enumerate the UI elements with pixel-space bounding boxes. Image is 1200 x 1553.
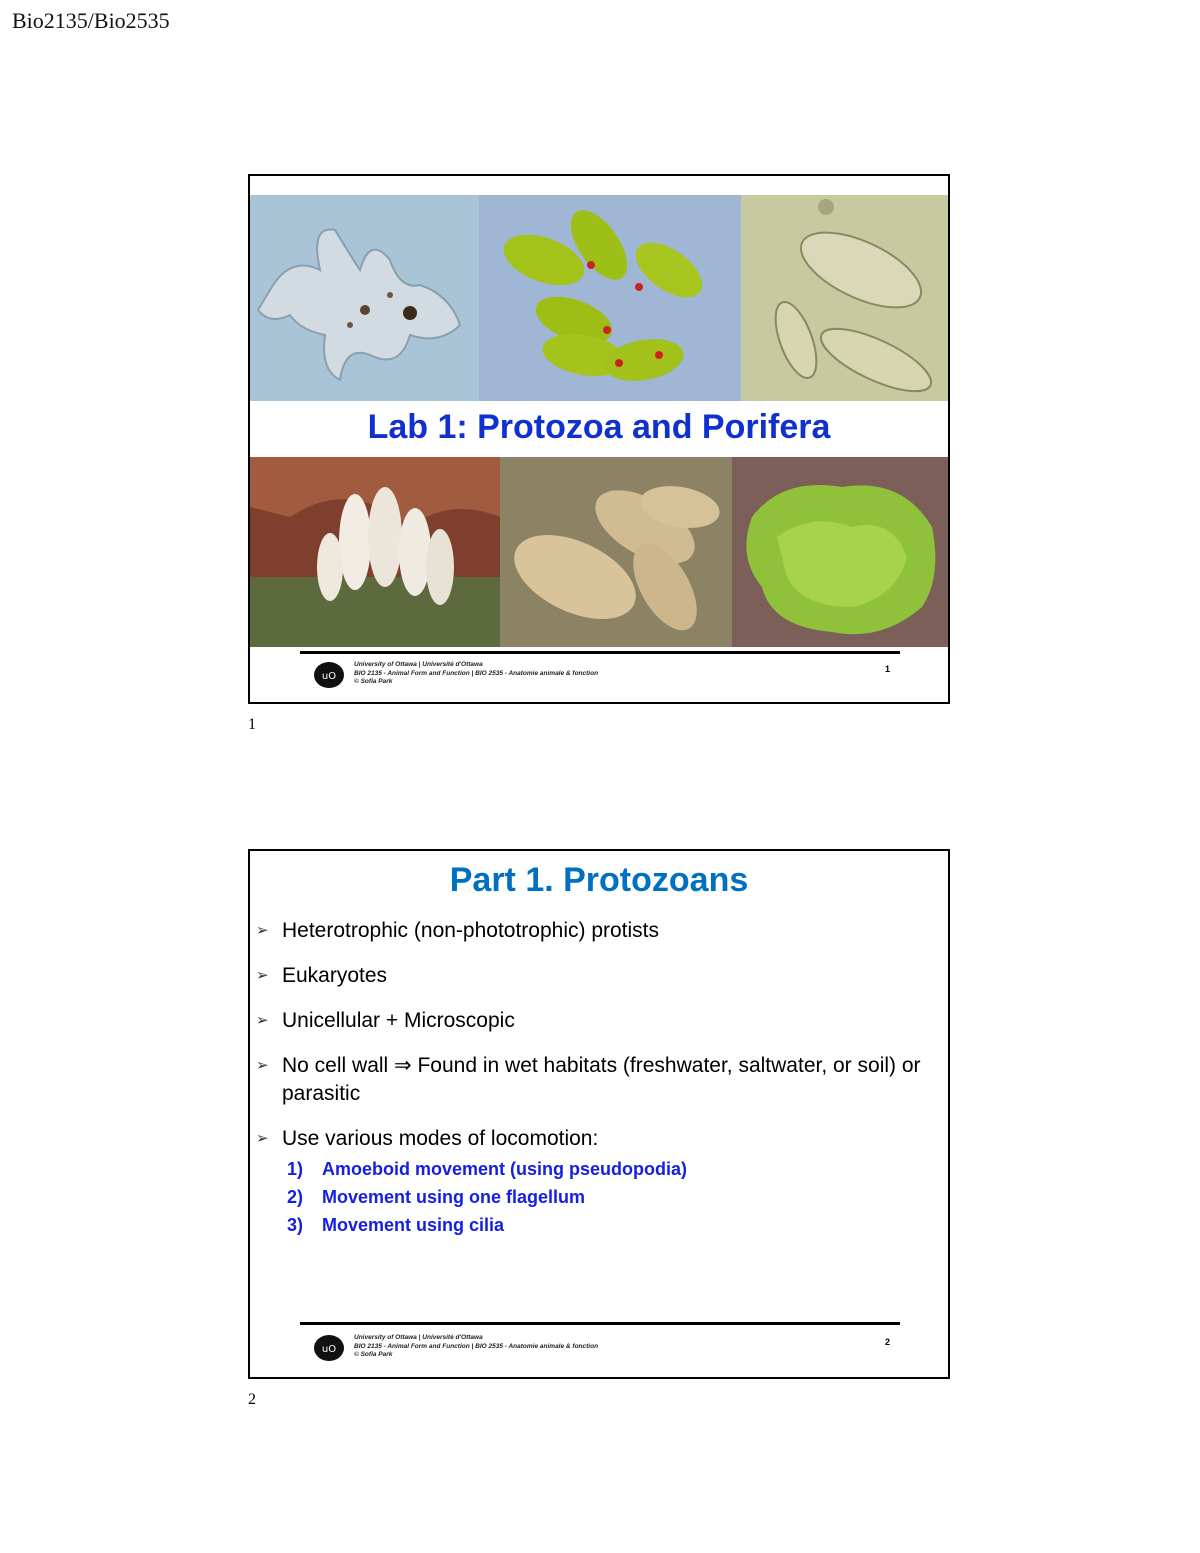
bullet-item: ➢ Eukaryotes: [256, 962, 938, 990]
footer-rule: [300, 1322, 900, 1325]
footer-rule: [300, 651, 900, 654]
bullet-item: ➢ No cell wall ⇒ Found in wet habitats (freshwater, saltwater, or soil) or parasitic: [256, 1054, 921, 1105]
slide-1: [248, 174, 950, 704]
footer-university: University of Ottawa | Université d'Ottawa: [354, 661, 483, 668]
page-number: 1: [248, 716, 256, 733]
locomotion-item: 3) Movement using cilia: [287, 1215, 505, 1235]
footer-copyright: © Sofia Park: [354, 1351, 393, 1358]
locomotion-list: [282, 1155, 938, 1239]
svg-text:uO: uO: [321, 1344, 337, 1355]
locomotion-item: 1) Amoeboid movement (using pseudopodia): [287, 1159, 688, 1179]
part-title: Part 1. Protozoans: [449, 861, 749, 899]
slide-2: [248, 849, 950, 1379]
document-header: Bio2135/Bio2535: [12, 8, 170, 33]
slide-number: 2: [884, 1337, 890, 1347]
svg-text:uO: uO: [321, 671, 337, 682]
page-number: 2: [248, 1391, 256, 1408]
locomotion-item: 2) Movement using one flagellum: [287, 1187, 586, 1207]
white-sponge-photo: [250, 457, 500, 647]
university-logo: [312, 660, 346, 690]
footer-university: University of Ottawa | Université d'Ottawa: [354, 1334, 483, 1341]
green-sponge-photo: [732, 457, 950, 647]
bullet-list: [256, 917, 938, 1256]
slide-number: 1: [884, 664, 890, 674]
euglena-photo: [479, 195, 741, 401]
footer-text: [354, 661, 598, 687]
lab-title: Lab 1: Protozoa and Porifera: [367, 408, 831, 446]
footer-course: BIO 2135 - Animal Form and Function | BIO 2535 - Anatomie animale & fonction: [354, 1342, 599, 1350]
bullet-item: ➢ Use various modes of locomotion: 1) Amoeboid movement (using pseudopodia) 2) Movement using one flagellum 3) Movement using cilia: [256, 1125, 938, 1239]
arrow-bullet-icon: ➢: [256, 1130, 269, 1147]
arrow-bullet-icon: ➢: [256, 1057, 269, 1074]
arrow-bullet-icon: ➢: [256, 967, 269, 984]
footer-text: [354, 1334, 598, 1360]
university-logo: [312, 1333, 346, 1363]
paramecium-photo: [741, 195, 950, 401]
footer-course: BIO 2135 - Animal Form and Function | BIO 2535 - Anatomie animale & fonction: [354, 669, 599, 677]
footer-copyright: © Sofia Park: [354, 678, 393, 685]
arrow-bullet-icon: ➢: [256, 1012, 269, 1029]
tan-sponge-photo: [500, 457, 732, 647]
bullet-item: ➢ Heterotrophic (non-phototrophic) protists: [256, 917, 938, 945]
amoeba-photo: [250, 195, 479, 401]
arrow-bullet-icon: ➢: [256, 922, 269, 939]
bullet-item: ➢ Unicellular + Microscopic: [256, 1007, 938, 1035]
